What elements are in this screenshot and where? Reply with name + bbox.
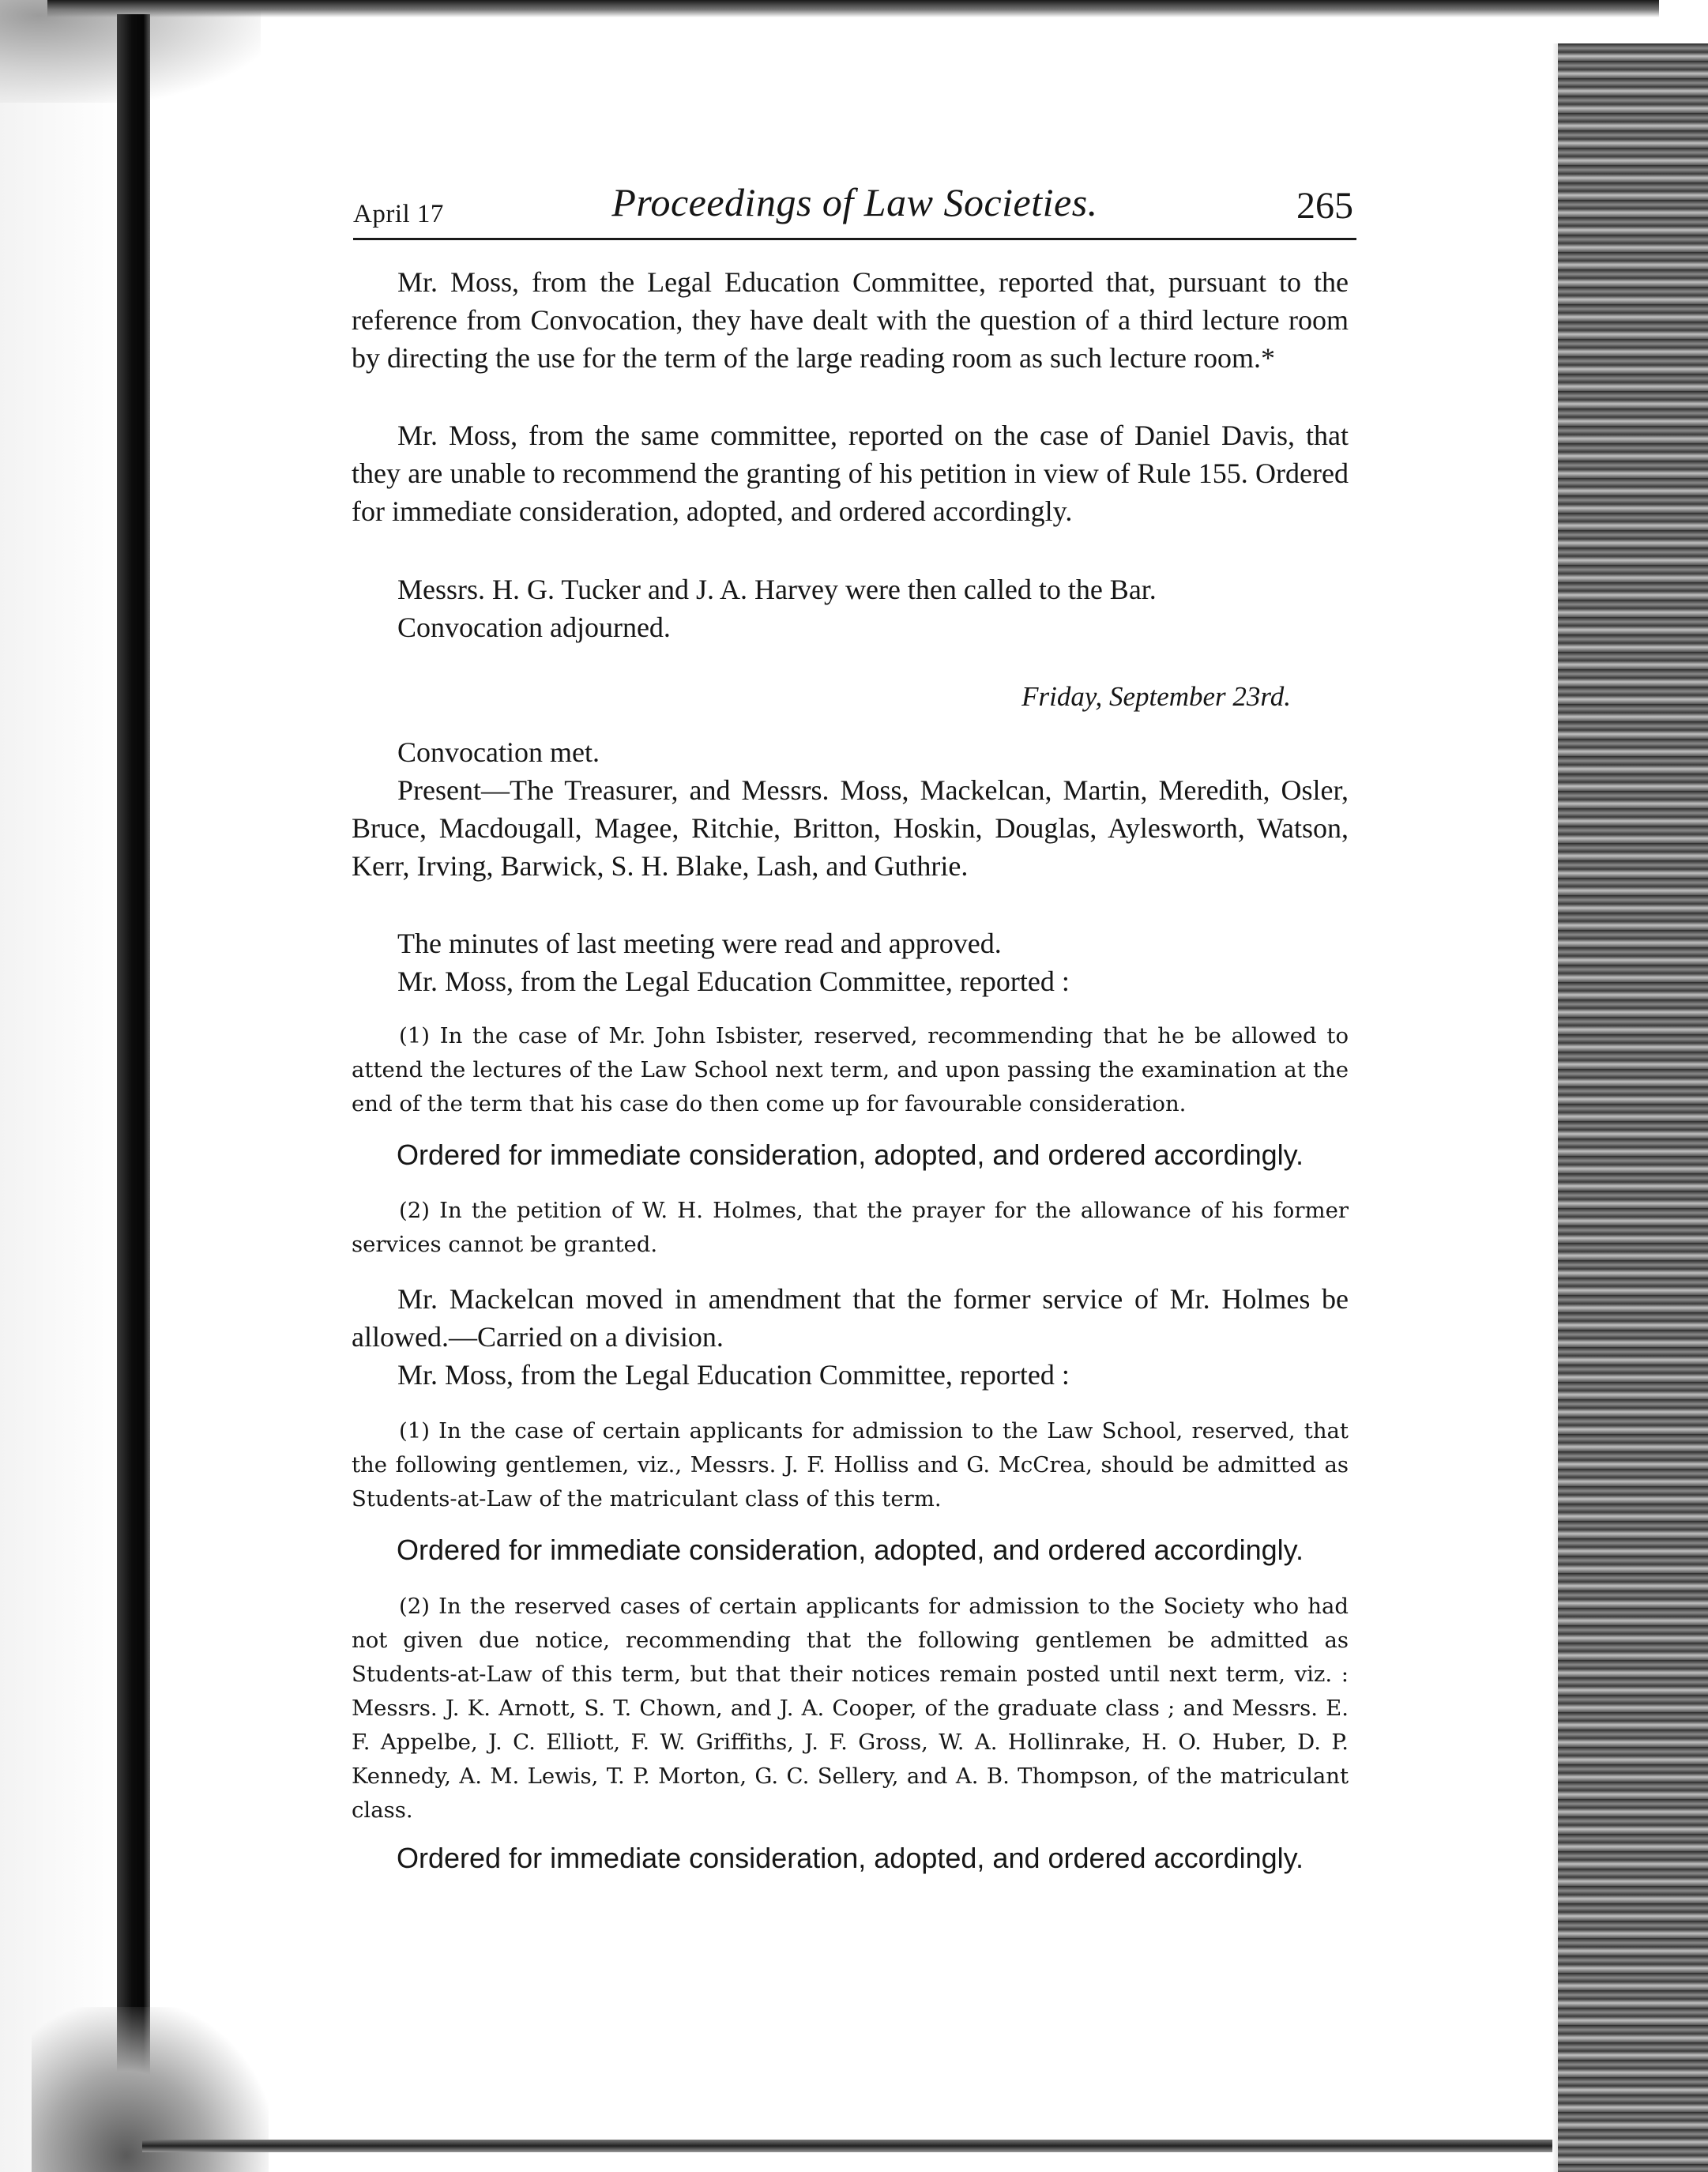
header-rule <box>353 238 1356 240</box>
page-number: 265 <box>1296 185 1353 227</box>
report-item-isbister: (1) In the case of Mr. John Isbister, reserved, recommending that he be allowed to attend the lectures of the Law School next term, and upon passing the examination at the end of the term that his case do then come up for favourable consideration. <box>352 1023 1349 1116</box>
paragraph-present: Present—The Treasurer, and Messrs. Moss, Mackelcan, Martin, Meredith, Osler, Bruce, Macdougall, Magee, Ritchie, Britton, Hoskin, Douglas, Aylesworth, Watson, Kerr, Irving, Barwick, S. H. Blake, Lash, and Guthrie. <box>352 774 1349 882</box>
paragraph-report-intro-2: Mr. Moss, from the Legal Education Committee, reported : <box>397 1359 1070 1391</box>
running-header <box>353 178 1356 241</box>
scan-page-stack-edge <box>1558 43 1708 2172</box>
ordered-line-1: Ordered for immediate consideration, adopted, and ordered accordingly. <box>397 1139 1304 1171</box>
ordered-line-3: Ordered for immediate consideration, adopted, and ordered accordingly. <box>397 1842 1304 1874</box>
paragraph-mackelcan-amendment: Mr. Mackelcan moved in amendment that the former service of Mr. Holmes be allowed.—Carried on a division. <box>352 1283 1349 1353</box>
paragraph-third-lecture-room: Mr. Moss, from the Legal Education Committee, reported that, pursuant to the reference from Convocation, they have dealt with the question of a third lecture room by directing the use for the term of the large reading room as such lecture room.* <box>352 266 1349 374</box>
paragraph-report-intro-1: Mr. Moss, from the Legal Education Committee, reported : <box>397 966 1070 997</box>
paragraph-daniel-davis: Mr. Moss, from the same committee, reported on the case of Daniel Davis, that they are unable to recommend the granting of his petition in view of Rule 155. Ordered for immediate consideration, adopted, and ordered accordingly. <box>352 420 1349 527</box>
paragraph-adjourned: Convocation adjourned. <box>397 612 671 643</box>
scan-left-margin <box>0 0 119 2172</box>
report-item-holliss-mccrea: (1) In the case of certain applicants for admission to the Law School, reserved, that the following gentlemen, viz., Messrs. J. F. Holliss and G. McCrea, should be admitted as Students-at-Law of the matriculant class of this term. <box>352 1418 1349 1511</box>
report-item-holmes: (2) In the petition of W. H. Holmes, that the prayer for the allowance of his former services cannot be granted. <box>352 1198 1349 1257</box>
header-date: April 17 <box>353 200 444 228</box>
report-item-reserved-cases: (2) In the reserved cases of certain applicants for admission to the Society who had not given due notice, recommending that the following gentlemen be admitted as Students-at-Law of this term, but that their notices remain posted until next term, viz. : Messrs. J. K. Arnott, S. T. Chown, and J. A. Cooper, of the graduate class ; and Messrs. E. F. Appelbe, J. C. Elliott, F. W. Griffiths, J. F. Gross, W. A. Hollinrake, H. O. Huber, D. P. Kennedy, A. M. Lewis, T. P. Morton, G. C. Sellery, and A. B. Thompson, of the matriculant class. <box>352 1594 1349 1823</box>
paragraph-convocation-met: Convocation met. <box>397 736 600 768</box>
paragraph-minutes: The minutes of last meeting were read and approved. <box>397 928 1002 959</box>
scan-bottom-edge <box>142 2140 1564 2152</box>
paragraph-called-to-bar: Messrs. H. G. Tucker and J. A. Harvey were then called to the Bar. <box>397 574 1157 605</box>
header-title: Proceedings of Law Societies. <box>611 180 1098 224</box>
scan-binding-shadow <box>117 14 150 2140</box>
ordered-line-2: Ordered for immediate consideration, adopted, and ordered accordingly. <box>397 1534 1304 1566</box>
scan-top-edge <box>47 0 1659 17</box>
meeting-dateline: Friday, September 23rd. <box>1021 681 1291 712</box>
